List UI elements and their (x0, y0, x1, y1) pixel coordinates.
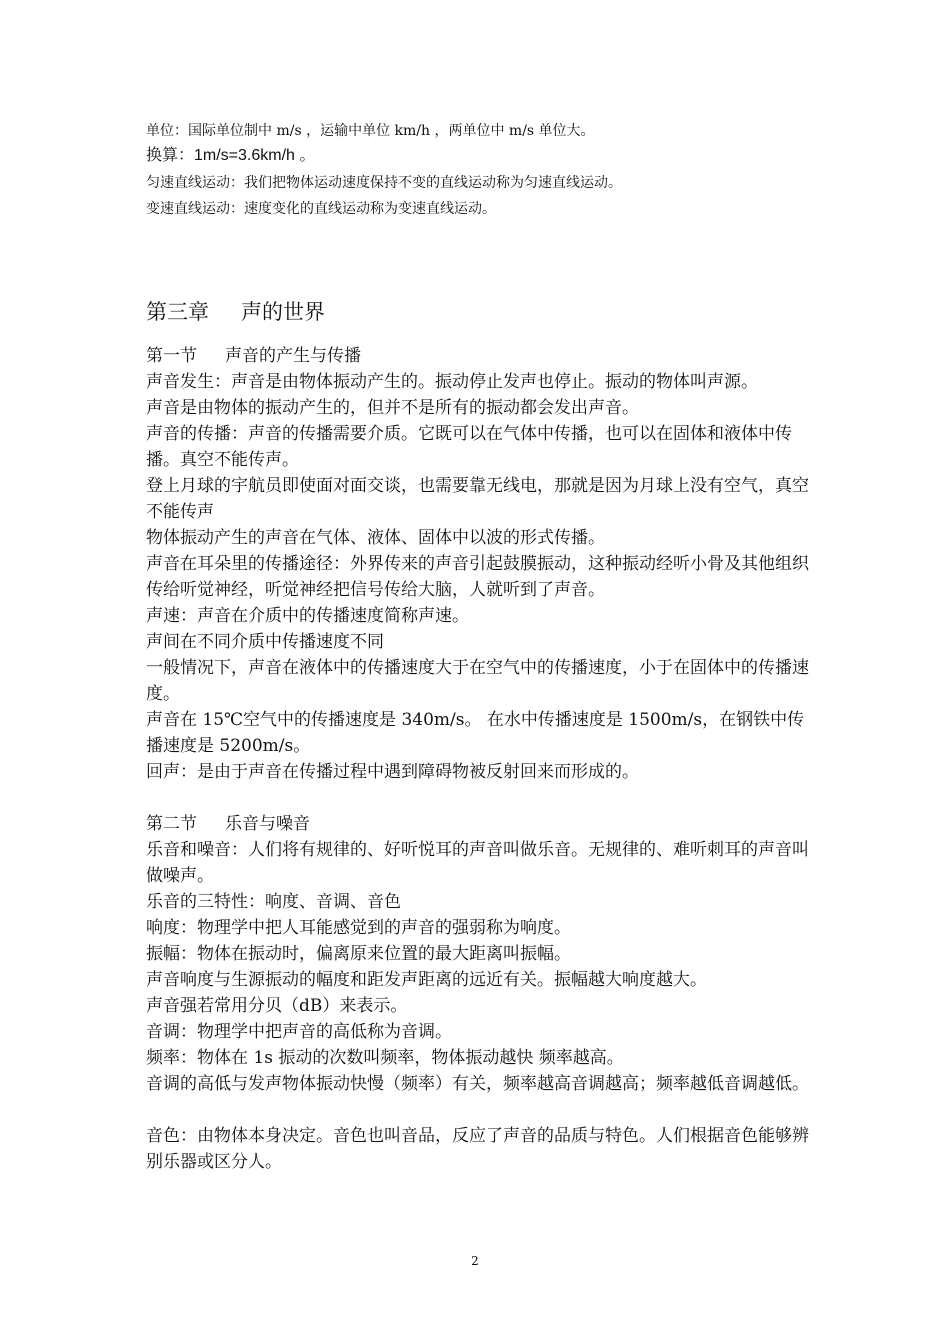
main-text (146, 343, 816, 1175)
section-number: 第二节 (146, 814, 197, 834)
blank-line (146, 785, 816, 811)
paragraph: 声音在耳朵里的传播途径：外界传来的声音引起鼓膜振动，这种振动经听小骨及其他组织传给听觉神经，听觉神经把信号传给大脑，人就听到了声音。 (146, 554, 809, 600)
paragraph: 乐音和噪音：人们将有规律的、好听悦耳的声音叫做乐音。无规律的、难听刺耳的声音叫做噪声。 (146, 840, 809, 886)
paragraph: 声音的传播：声音的传播需要介质。它既可以在气体中传播，也可以在固体和液体中传播。真空不能传声。 (146, 424, 792, 470)
section-title: 乐音与噪音 (225, 814, 310, 834)
paragraph: 音调的高低与发声物体振动快慢（频率）有关，频率越高音调越高；频率越低音调越低。 (146, 1074, 809, 1094)
uniform-motion-line: 匀速直线运动：我们把物体运动速度保持不变的直线运动称为匀速直线运动。 (146, 175, 622, 191)
page-number: 2 (471, 1254, 479, 1268)
section-heading-1 (146, 343, 816, 369)
paragraph: 声音在 15℃空气中的传播速度是 340m/s。 在水中传播速度是 1500m/s，在钢铁中传播速度是 5200m/s。 (146, 710, 805, 756)
paragraph: 物体振动产生的声音在气体、液体、固体中以波的形式传播。 (146, 528, 605, 548)
paragraph: 频率：物体在 1s 振动的次数叫频率，物体振动越快 频率越高。 (146, 1048, 624, 1068)
paragraph: 声音发生：声音是由物体振动产生的。振动停止发声也停止。振动的物体叫声源。 (146, 372, 758, 392)
chapter-number: 第三章 (146, 300, 209, 324)
variable-motion-line: 变速直线运动：速度变化的直线运动称为变速直线运动。 (146, 201, 496, 217)
conversion-line: 换算：1m/s=3.6km/h 。 (146, 147, 316, 164)
paragraph: 响度：物理学中把人耳能感觉到的声音的强弱称为响度。 (146, 918, 571, 938)
blank-line (146, 1097, 816, 1123)
paragraph: 声音响度与生源振动的幅度和距发声距离的远近有关。振幅越大响度越大。 (146, 970, 707, 990)
paragraph: 音调：物理学中把声音的高低称为音调。 (146, 1022, 452, 1042)
paragraph: 回声：是由于声音在传播过程中遇到障碍物被反射回来而形成的。 (146, 762, 639, 782)
section-number: 第一节 (146, 346, 197, 366)
unit-line: 单位：国际单位制中 m/s ，运输中单位 km/h ，两单位中 m/s 单位大。 (146, 123, 595, 139)
paragraph: 音色：由物体本身决定。音色也叫音品，反应了声音的品质与特色。人们根据音色能够辨别乐器或区分人。 (146, 1126, 809, 1172)
paragraph: 声速：声音在介质中的传播速度简称声速。 (146, 606, 469, 626)
paragraph: 一般情况下，声音在液体中的传播速度大于在空气中的传播速度，小于在固体中的传播速度。 (146, 658, 809, 704)
chapter-heading (146, 298, 325, 326)
paragraph: 登上月球的宇航员即使面对面交谈，也需要靠无线电，那就是因为月球上没有空气，真空不能传声 (146, 476, 809, 522)
paragraph: 振幅：物体在振动时，偏离原来位置的最大距离叫振幅。 (146, 944, 571, 964)
section-title: 声音的产生与传播 (225, 346, 361, 366)
paragraph: 声音是由物体的振动产生的，但并不是所有的振动都会发出声音。 (146, 398, 639, 418)
paragraph: 声间在不同介质中传播速度不同 (146, 632, 384, 652)
section-heading-2 (146, 811, 816, 837)
paragraph: 声音强若常用分贝（dB）来表示。 (146, 996, 408, 1016)
paragraph: 乐音的三特性：响度、音调、音色 (146, 892, 401, 912)
chapter-title: 声的世界 (241, 300, 325, 324)
